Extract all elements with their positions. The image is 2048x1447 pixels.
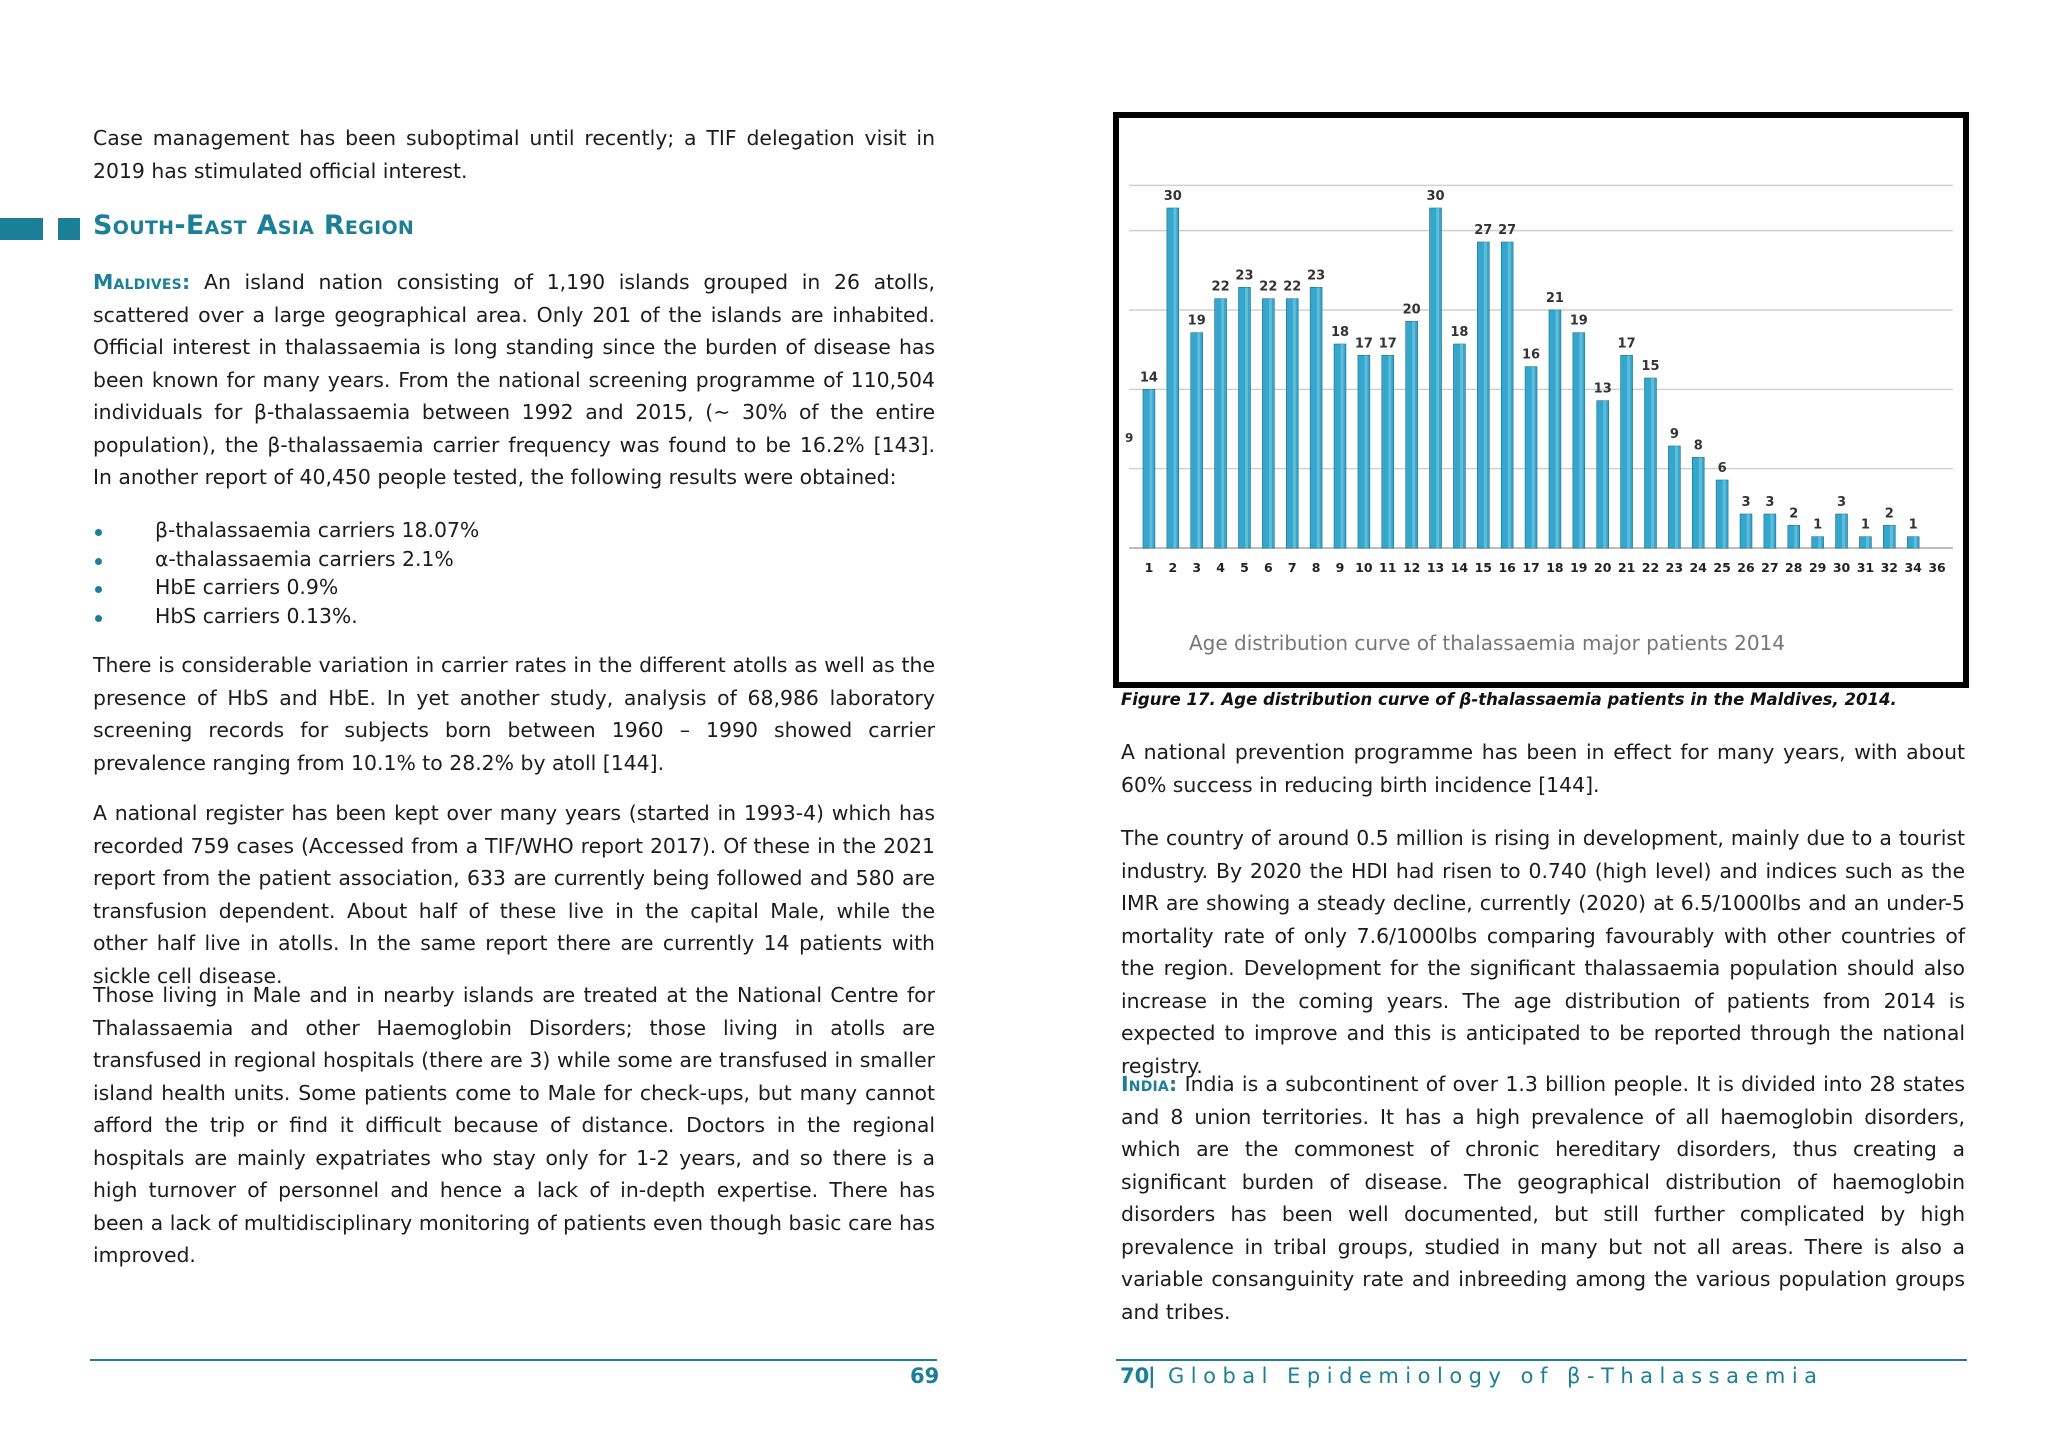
data-label: 20 (1402, 302, 1421, 318)
list-item: α-thalassaemia carriers 2.1% (93, 545, 479, 574)
footer-separator: | (1148, 1364, 1156, 1388)
x-tick-label: 23 (1665, 560, 1684, 575)
bar (1549, 310, 1561, 548)
x-tick-label: 28 (1785, 560, 1803, 575)
bar-highlight (1794, 525, 1797, 548)
bar (1764, 514, 1776, 548)
bar-highlight (1364, 355, 1367, 548)
bar (1859, 537, 1871, 548)
x-tick-label: 17 (1522, 560, 1540, 575)
bar (1621, 355, 1633, 548)
bar-highlight (1341, 344, 1344, 548)
bar (1167, 208, 1179, 548)
x-tick-label: 9 (1335, 560, 1345, 575)
bar (1215, 299, 1227, 548)
data-label: 15 (1641, 359, 1660, 374)
bar (1286, 299, 1298, 548)
register-text: A national register has been kept over many years (started in 1993-4) which has recorded 759 cases (Accessed from a TIF/WHO report 2017). Of these in the 2021 report from the patient association, 633 are currently being followed and 580 are transfusion dependent. About half of these live in the capital Male, while the other half live in atolls. In the same report there are currently 14 patients with sickle cell disease. (93, 801, 935, 988)
data-label: 30 (1163, 189, 1182, 204)
data-label: 8 (1693, 438, 1703, 454)
living-paragraph (93, 979, 935, 1272)
bar (1907, 537, 1919, 548)
bar (1573, 333, 1585, 548)
bar-highlight (1484, 242, 1487, 548)
bar (1740, 514, 1752, 548)
footer-rule-right (1116, 1359, 1967, 1361)
bar-highlight (1221, 299, 1224, 548)
bar-highlight (1436, 208, 1439, 548)
india-paragraph (1121, 1068, 1965, 1328)
section-heading: South-East Asia Region (93, 210, 415, 241)
x-tick-label: 4 (1216, 560, 1225, 575)
x-tick-label: 32 (1880, 560, 1898, 575)
bar-highlight (1508, 242, 1511, 548)
heading-accent-square (58, 218, 80, 240)
bar-highlight (1675, 446, 1678, 548)
bar-highlight (1914, 537, 1917, 548)
data-label: 18 (1330, 325, 1350, 340)
x-tick-label: 15 (1474, 560, 1492, 575)
bar (1310, 287, 1322, 548)
age-distribution-chart (1119, 118, 1963, 682)
bar-highlight (1556, 310, 1559, 548)
data-label: 22 (1283, 279, 1302, 295)
data-label: 3 (1837, 495, 1847, 510)
bar (1191, 333, 1203, 548)
data-label: 13 (1593, 381, 1612, 397)
variation-text: There is considerable variation in carrier rates in the different atolls as well as the presence of HbS and HbE. In yet another study, analysis of 68,986 laboratory screening records for subjects born between 1960 – 1990 showed carrier prevalence ranging from 10.1% to 28.2% by atoll [144]. (93, 653, 935, 775)
living-text: Those living in Male and in nearby islands are treated at the National Centre for Thalassaemia and other Haemoglobin Disorders; those living in atolls are transfused in regional hospitals (there are 3) while some are transfused in smaller island health units. Some patients come to Male for check-ups, but many cannot afford the trip or find it difficult because of distance. Doctors in the regional hospitals are mainly expatriates who stay only for 1-2 years, and so there is a high turnover of personnel and hence a lack of in-depth expertise. There has been a lack of multidisciplinary monitoring of patients even though basic care has improved. (93, 983, 935, 1267)
x-tick-label: 13 (1426, 560, 1445, 575)
data-label: 22 (1211, 279, 1230, 295)
bar (1358, 355, 1370, 548)
list-item: HbS carriers 0.13%. (93, 602, 479, 631)
x-tick-label: 2 (1168, 560, 1178, 575)
x-tick-label: 18 (1546, 560, 1564, 575)
data-label: 3 (1765, 495, 1775, 510)
chart-title: Age distribution curve of thalassaemia major patients 2014 (1189, 631, 1785, 655)
x-tick-label: 10 (1355, 560, 1373, 575)
bar-highlight (1269, 299, 1272, 548)
bar (1501, 242, 1513, 548)
carrier-list (93, 516, 479, 630)
data-label: 19 (1569, 313, 1588, 329)
bar-highlight (1842, 514, 1845, 548)
x-tick-label: 25 (1713, 560, 1731, 575)
data-label: 2 (1789, 506, 1799, 522)
x-tick-label: 30 (1832, 560, 1851, 575)
x-tick-label: 11 (1379, 560, 1397, 575)
variation-paragraph (93, 649, 935, 779)
data-label: 30 (1426, 189, 1445, 204)
intro-text: Case management has been suboptimal until recently; a TIF delegation visit in 2019 has stimulated official interest. (93, 126, 935, 183)
maldives-text: An island nation consisting of 1,190 islands grouped in 26 atolls, scattered over a large geographical area. Only 201 of the islands are inhabited. Official interest in thalassaemia is long standing since the burden of disease has been known for many years. From the national screening programme of 110,504 individuals for β-thalassaemia between 1992 and 2015, (~ 30% of the entire population), the β-thalassaemia carrier frequency was found to be 16.2% [143]. In another report of 40,450 people tested, the following results were obtained: (93, 270, 935, 489)
x-tick-label: 24 (1689, 560, 1707, 575)
data-label: 2 (1884, 506, 1894, 522)
bar (1406, 321, 1418, 548)
data-label: 16 (1522, 347, 1541, 363)
x-tick-label: 5 (1240, 560, 1249, 575)
bar (1334, 344, 1346, 548)
x-tick-label: 8 (1311, 560, 1321, 575)
bar-highlight (1317, 287, 1320, 548)
bar (1812, 537, 1824, 548)
data-label: 6 (1717, 461, 1727, 476)
prevention-text: A national prevention programme has been in effect for many years, with about 60% success in reducing birth incidence [144]. (1121, 740, 1965, 797)
bar (1597, 401, 1609, 548)
data-label: 9 (1669, 427, 1679, 442)
list-item: HbE carriers 0.9% (93, 573, 479, 602)
bar-highlight (1699, 457, 1702, 548)
bar-highlight (1603, 401, 1606, 548)
heading-accent-bar (0, 218, 43, 240)
data-label: 17 (1354, 336, 1373, 352)
page-number-left: 69 (910, 1364, 940, 1388)
data-label: 18 (1450, 325, 1469, 340)
data-label: 23 (1307, 268, 1326, 284)
bar-highlight (1173, 208, 1176, 548)
data-label: 17 (1617, 336, 1636, 352)
x-tick-label: 19 (1570, 560, 1588, 575)
bar-highlight (1890, 525, 1893, 548)
bar (1262, 299, 1274, 548)
bar (1430, 208, 1442, 548)
leading-data-label: 9 (1125, 431, 1134, 445)
bar (1836, 514, 1848, 548)
bar-highlight (1293, 299, 1296, 548)
x-tick-label: 6 (1264, 560, 1273, 575)
x-tick-label: 26 (1737, 560, 1755, 575)
footer-title: Global Epidemiology of β-Thalassaemia (1168, 1364, 1824, 1388)
bar (1645, 378, 1657, 548)
bar (1668, 446, 1680, 548)
bar-highlight (1770, 514, 1773, 548)
data-label: 27 (1498, 223, 1517, 238)
bullet-icon (95, 586, 102, 593)
bar-highlight (1412, 321, 1415, 548)
data-label: 23 (1235, 268, 1254, 284)
bar (1477, 242, 1489, 548)
figure-caption: Figure 17. Age distribution curve of β-thalassaemia patients in the Maldives, 2014. (1121, 690, 1897, 709)
data-label: 3 (1741, 495, 1751, 510)
data-label: 22 (1259, 279, 1278, 295)
x-tick-label: 21 (1617, 560, 1636, 575)
data-label: 27 (1474, 223, 1493, 238)
data-label: 21 (1545, 291, 1564, 306)
register-paragraph (93, 797, 935, 992)
x-tick-label: 27 (1761, 560, 1779, 575)
bar-highlight (1150, 389, 1153, 548)
bar-highlight (1747, 514, 1750, 548)
bullet-icon (95, 529, 102, 536)
bar-highlight (1866, 537, 1869, 548)
bar-highlight (1532, 367, 1535, 548)
bar (1692, 457, 1704, 548)
bar-highlight (1723, 480, 1726, 548)
bar-highlight (1388, 355, 1391, 548)
intro-paragraph (93, 122, 935, 187)
list-item: β-thalassaemia carriers 18.07% (93, 516, 479, 545)
x-tick-label: 14 (1450, 560, 1469, 575)
bar-highlight (1818, 537, 1821, 548)
country-paragraph (1121, 822, 1965, 1082)
x-tick-label: 16 (1498, 560, 1516, 575)
bar-highlight (1579, 333, 1582, 548)
x-tick-label: 31 (1856, 560, 1875, 575)
bar (1883, 525, 1895, 548)
bar-highlight (1460, 344, 1463, 548)
x-tick-label: 12 (1402, 560, 1421, 575)
page-number-right: 70 (1120, 1364, 1150, 1388)
data-label: 1 (1813, 517, 1823, 533)
india-text: India is a subcontinent of over 1.3 billion people. It is divided into 28 states and 8 union territories. It has a high prevalence of all haemoglobin disorders, which are the commonest of chronic hereditary disorders, thus creating a significant burden of disease. The geographical distribution of haemoglobin disorders has been well documented, but still further complicated by high prevalence in tribal groups, studied in many but not all areas. There is also a variable consanguinity rate and inbreeding among the various population groups and tribes. (1121, 1072, 1965, 1324)
bar-highlight (1245, 287, 1248, 548)
bar (1525, 367, 1537, 548)
x-tick-label: 22 (1641, 560, 1660, 575)
data-label: 1 (1908, 517, 1918, 533)
bar-highlight (1197, 333, 1200, 548)
x-tick-label: 29 (1808, 560, 1827, 575)
x-tick-label: 1 (1144, 560, 1154, 575)
bar (1788, 525, 1800, 548)
india-lead: India: (1121, 1072, 1178, 1096)
data-label: 19 (1187, 313, 1206, 329)
data-label: 14 (1139, 370, 1158, 386)
bar (1239, 287, 1251, 548)
bar-highlight (1651, 378, 1654, 548)
maldives-paragraph (93, 266, 935, 494)
data-label: 17 (1378, 336, 1397, 352)
prevention-paragraph (1121, 736, 1965, 801)
x-tick-label: 3 (1192, 560, 1202, 575)
bar-highlight (1627, 355, 1630, 548)
bar (1716, 480, 1728, 548)
bullet-icon (95, 558, 102, 565)
x-tick-label: 36 (1928, 560, 1946, 575)
x-tick-label: 7 (1287, 560, 1297, 575)
bar (1382, 355, 1394, 548)
bullet-icon (95, 615, 102, 622)
footer-rule-left (90, 1359, 937, 1361)
x-tick-label: 20 (1594, 560, 1612, 575)
country-text: The country of around 0.5 million is rising in development, mainly due to a tourist industry. By 2020 the HDI had risen to 0.740 (high level) and indices such as the IMR are showing a steady decline, currently (2020) at 6.5/1000lbs and an under-5 mortality rate of only 7.6/1000lbs comparing favourably with other countries of the region. Development for the significant thalassaemia population should also increase in the coming years. The age distribution of patients from 2014 is expected to improve and this is anticipated to be reported through the national registry. (1121, 826, 1965, 1078)
maldives-lead: Maldives: (93, 270, 191, 294)
bar (1143, 389, 1155, 548)
data-label: 1 (1860, 517, 1870, 533)
x-tick-label: 34 (1904, 560, 1922, 575)
bar (1453, 344, 1465, 548)
figure-frame (1113, 112, 1969, 688)
